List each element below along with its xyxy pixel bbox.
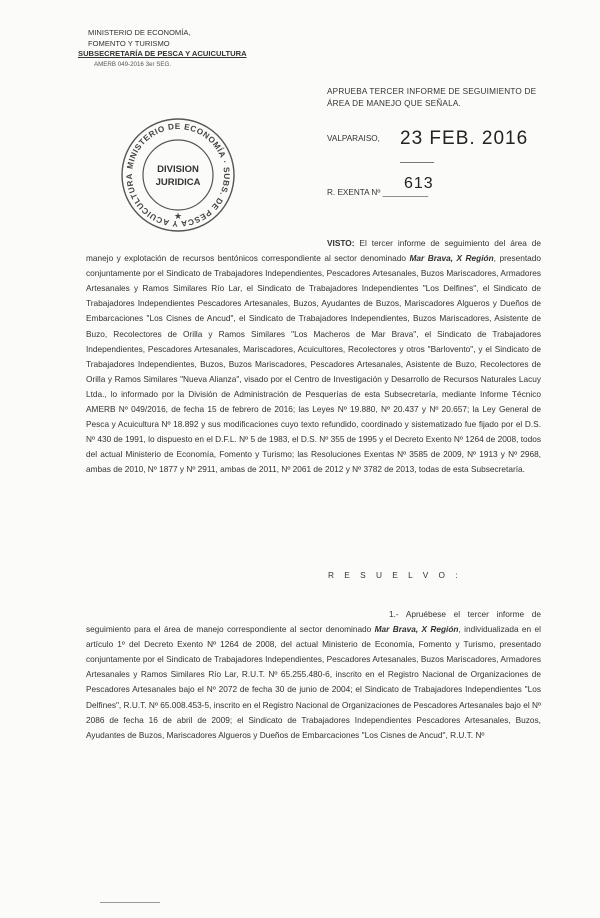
footer-line: [100, 902, 160, 903]
visto-text-1: El tercer informe de seguimiento del área de manejo y explotación de recursos bentónicos correspondiente al sector denominado: [86, 238, 541, 264]
division-juridica-stamp: [118, 115, 238, 235]
date-label: VALPARAISO,: [327, 134, 380, 143]
article-1-text-2: , individualizada en el artículo 1º del Decreto Exento Nº 1264 de 2008, del actual Ministerio de Economía, Fomento y Turismo, presentado conjuntamente por el Sindicato de Trabajadores Independientes, Pescadores Artesanales, Buzos Mariscadores, Armadores Artesanales y Ramos Similares Río Lar, R.U.T. Nº 65.255.480-6, inscrito en el Registro Nacional de Organizaciones de Pescadores Artesanales bajo el Nº 2072 de fecha 30 de junio de 2004; el Sindicato de Trabajadores Independientes "Los Delfines", R.U.T. Nº 65.008.453-5, inscrito en el Registro Nacional de Organizaciones de Pescadores Artesanales bajo el Nº 2086 de fecha 16 de abril de 2009; el Sindicato de Trabajadores Independientes Pescadores Artesanales, Buzos, Ayudantes de Buzos, Mariscadores Algueros y Dueños de Embarcaciones "Los Cisnes de Ancud", R.U.T. Nº: [86, 624, 541, 740]
ministry-line-1: MINISTERIO DE ECONOMÍA,: [88, 28, 191, 37]
resuelvo-heading: R E S U E L V O :: [328, 570, 462, 580]
article-1-text-1: 1.- Apruébese el tercer informe de seguimiento para el área de manejo correspondiente al sector denominado: [86, 609, 541, 635]
reference-code: AMERB 049-2016 3er SEG.: [94, 60, 172, 68]
ministry-header: [78, 28, 278, 70]
visto-sector: Mar Brava, X Región: [409, 253, 494, 264]
stamp-center-line-1: DIVISION: [157, 164, 199, 175]
stamp-ring-text: MINISTERIO DE ECONOMÍA · SUBS. DE PESCA Y ACUICULTURA: [124, 121, 232, 229]
resolution-label: R. EXENTA Nº __________: [327, 188, 429, 197]
resolution-number: 613: [404, 175, 434, 192]
article-1-sector: Mar Brava, X Región: [374, 624, 459, 635]
stamped-date: 23 FEB. 2016: [400, 128, 529, 149]
stamp-star-icon: ★: [173, 211, 183, 221]
resolution-article-1: [86, 607, 541, 743]
subsecretaria-line: SUBSECRETARÍA DE PESCA Y ACUICULTURA: [78, 49, 247, 58]
visto-heading: VISTO:: [327, 238, 355, 248]
ministry-line-2: FOMENTO Y TURISMO: [88, 38, 170, 48]
visto-text-2: , presentado conjuntamente por el Sindicato de Trabajadores Independientes, Pescadores Artesanales, Buzos Mariscadores, Armadores Artesanales y Ramos Similares Río Lar, el Sindicato de Trabajadores Independientes "Los Delfines", el Sindicato de Trabajadores Independientes Pescadores Artesanales, Buzos, Ayudantes de Buzos, Mariscadores Algueros y Dueños de Embarcaciones "Los Cisnes de Ancud", el Sindicato de Trabajadores Independientes, Buzos Mariscadores, Asistente de Buzo, Recolectores de Orilla y Ramos Similares "Los Macheros de Mar Brava", el Sindicato de Trabajadores Independientes, Pescadores Artesanales, Mariscadores, Acuicultores, Recolectores y otros "Barlovento", y el Sindicato de Trabajadores Independientes, Buzos, Buzos Mariscadores, Pescadores Artesanales, Asistente de Buzo, Recolectores de Orilla y Ramos Similares "Nueva Alianza", visado por el Centro de Investigación y Desarrollo de Recursos Naturales Lacuy Ltda., lo informado por la División de Administración de Pesquerías de esta Subsecretaría, mediante Informe Técnico AMERB Nº 049/2016, de fecha 15 de febrero de 2016; las Leyes Nº 19.880, Nº 20.437 y Nº 20.657; la Ley General de Pesca y Acuicultura Nº 18.892 y sus modificaciones cuyo texto refundido, coordinado y sistematizado fue fijado por el D.S. Nº 430 de 1991, lo dispuesto en el D.F.L. Nº 5 de 1983, el D.S. Nº 355 de 1995 y el Decreto Exento Nº 1264 de 2008, todos del actual Ministerio de Economía, Fomento y Turismo; las Resoluciones Exentas Nº 3585 de 2009, Nº 1913 y Nº 2968, ambas de 2010, Nº 1877 y Nº 2911, ambas de 2011, Nº 2061 de 2012 y Nº 3782 de 2013, todas de esta Subsecretaría.: [86, 253, 541, 475]
visto-paragraph: [86, 236, 541, 478]
stamp-center-line-2: JURIDICA: [155, 177, 201, 188]
divider-dash: [400, 162, 434, 163]
document-subject: APRUEBA TERCER INFORME DE SEGUIMIENTO DE ÁREA DE MANEJO QUE SEÑALA.: [327, 87, 537, 108]
